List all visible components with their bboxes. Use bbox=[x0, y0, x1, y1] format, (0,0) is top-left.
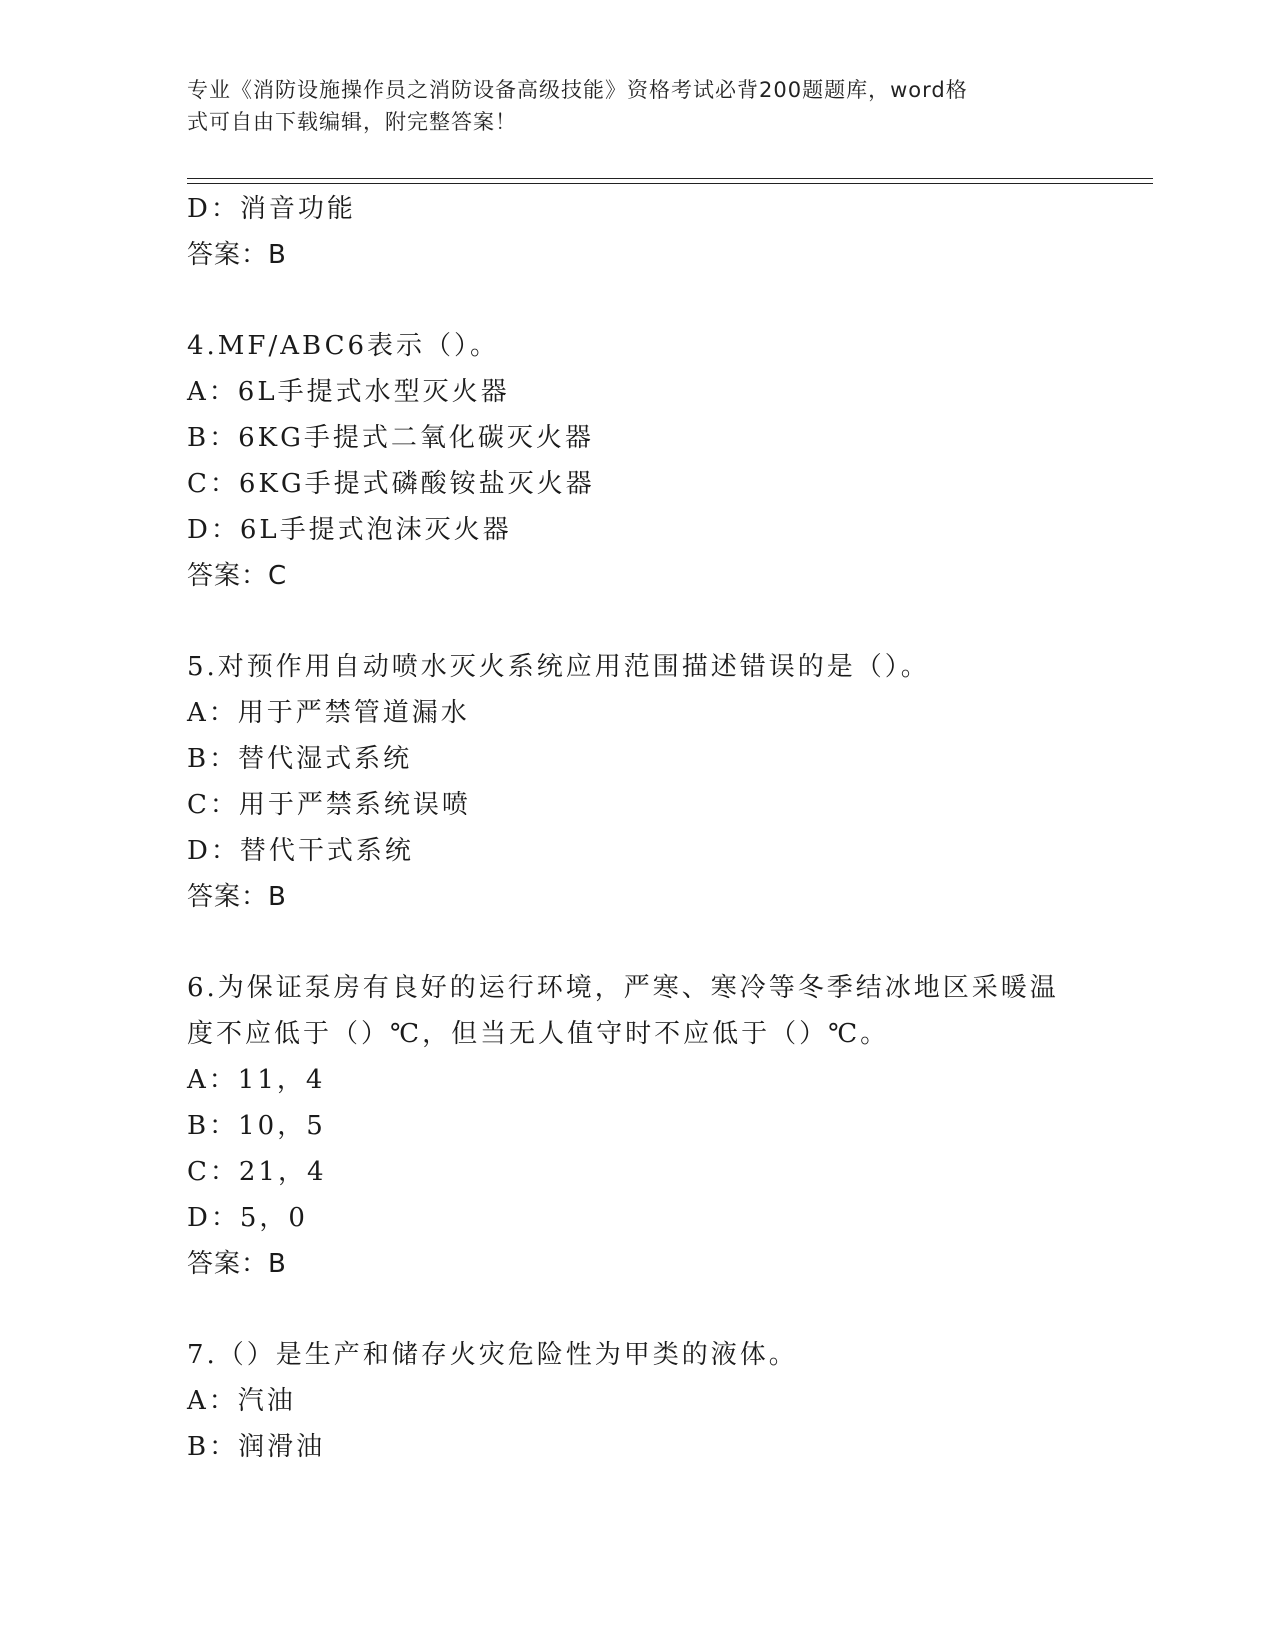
spacer bbox=[187, 1287, 1107, 1332]
header-line-2: 式可自由下载编辑，附完整答案！ bbox=[187, 110, 517, 134]
question-5 bbox=[187, 644, 1107, 920]
option-a: A：6L手提式水型灭火器 bbox=[187, 377, 510, 407]
option-d: D：5，0 bbox=[187, 1203, 308, 1233]
question-content bbox=[187, 186, 1107, 1470]
question-stem-line-1: 6.为保证泵房有良好的运行环境，严寒、寒冷等冬季结冰地区采暖温 bbox=[187, 973, 1059, 1003]
option-b: B：替代湿式系统 bbox=[187, 744, 413, 774]
header-rule-top bbox=[187, 178, 1153, 179]
answer-line: 答案：B bbox=[187, 882, 287, 912]
question-4 bbox=[187, 323, 1107, 599]
partial-question bbox=[187, 186, 1107, 278]
question-stem: 7.（）是生产和储存火灾危险性为甲类的液体。 bbox=[187, 1340, 798, 1370]
option-b: B：6KG手提式二氧化碳灭火器 bbox=[187, 423, 594, 453]
spacer bbox=[187, 278, 1107, 323]
document-header bbox=[187, 74, 1067, 138]
answer-line: 答案：B bbox=[187, 1249, 287, 1279]
question-6 bbox=[187, 965, 1107, 1287]
option-b: B：10，5 bbox=[187, 1111, 326, 1141]
answer-line: 答案：B bbox=[187, 240, 287, 270]
option-c: C：6KG手提式磷酸铵盐灭火器 bbox=[187, 469, 595, 499]
question-stem-line-2: 度不应低于（）℃，但当无人值守时不应低于（）℃。 bbox=[187, 1019, 890, 1049]
option-d: D：替代干式系统 bbox=[187, 836, 414, 866]
option-a: A：用于严禁管道漏水 bbox=[187, 698, 470, 728]
header-rule-bottom bbox=[187, 183, 1153, 184]
question-7 bbox=[187, 1332, 1107, 1470]
option-a: A：汽油 bbox=[187, 1386, 296, 1416]
question-stem: 5.对预作用自动喷水灭火系统应用范围描述错误的是（）。 bbox=[187, 652, 930, 682]
header-line-1: 专业《消防设施操作员之消防设备高级技能》资格考试必背200题题库，word格 bbox=[187, 78, 968, 102]
question-stem: 4.MF/ABC6表示（）。 bbox=[187, 331, 500, 361]
option-c: C：21，4 bbox=[187, 1157, 327, 1187]
option-a: A：11，4 bbox=[187, 1065, 326, 1095]
answer-line: 答案：C bbox=[187, 561, 288, 591]
option-d: D：6L手提式泡沫灭火器 bbox=[187, 515, 512, 545]
option-d: D：消音功能 bbox=[187, 194, 356, 224]
option-b: B：润滑油 bbox=[187, 1432, 326, 1462]
option-c: C：用于严禁系统误喷 bbox=[187, 790, 471, 820]
spacer bbox=[187, 920, 1107, 965]
spacer bbox=[187, 599, 1107, 644]
